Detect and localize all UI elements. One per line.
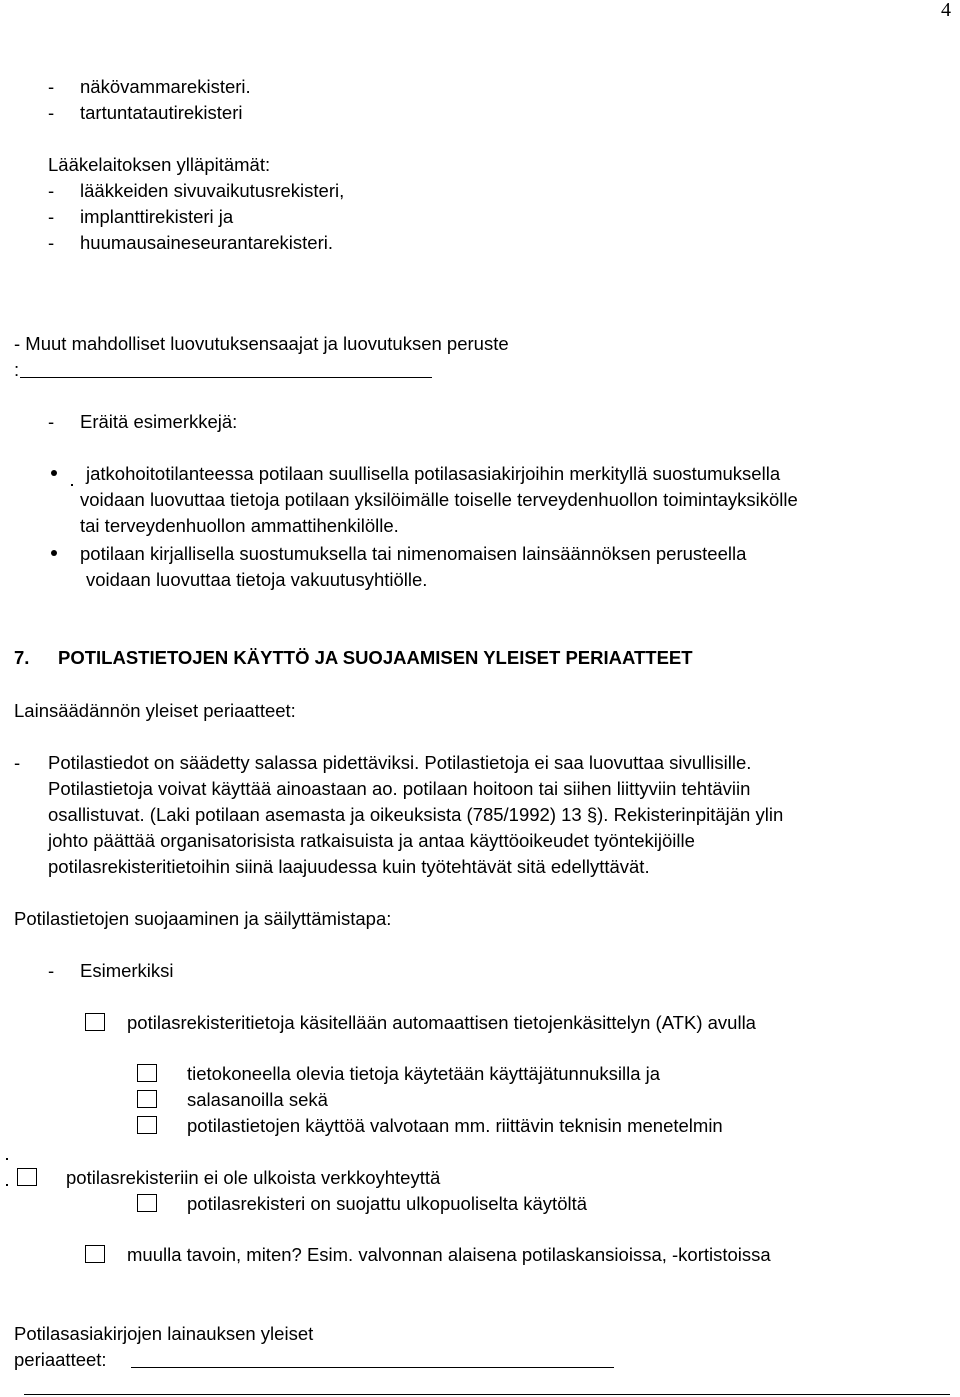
list-item: tartuntatautirekisteri xyxy=(80,102,243,123)
list-dash: - xyxy=(48,102,55,123)
list-dash: - xyxy=(48,76,55,97)
checkbox-other[interactable] xyxy=(85,1245,105,1263)
stray-dot xyxy=(6,1184,8,1186)
list-dash: - xyxy=(48,411,55,432)
principles-line: potilasrekisteritietoihin siinä laajuudessa kuin työtehtävät sitä edellyttävät. xyxy=(48,856,650,877)
checkbox-label-monitoring: potilastietojen käyttöä valvotaan mm. riittävin teknisin menetelmin xyxy=(187,1115,723,1136)
section-number: 7. xyxy=(14,647,30,668)
list-item: näkövammarekisteri. xyxy=(80,76,251,97)
fill-in-line xyxy=(131,1367,614,1368)
bullet-text-line: tai terveydenhuollon ammattihenkilölle. xyxy=(80,515,399,536)
checkbox-monitoring[interactable] xyxy=(137,1116,157,1134)
page-number: 4 xyxy=(941,0,951,21)
checkbox-label-other: muulla tavoin, miten? Esim. valvonnan alaisena potilaskansioissa, -kortistoissa xyxy=(127,1244,771,1265)
recipients-colon: : xyxy=(14,359,20,380)
examples-label: Esimerkiksi xyxy=(80,960,174,981)
pharma-heading: Lääkelaitoksen ylläpitämät: xyxy=(48,154,271,175)
principles-line: johto päättää organisatorisista ratkaisuista ja antaa käyttöoikeudet työntekijöille xyxy=(48,830,695,851)
checkbox-credentials[interactable] xyxy=(137,1064,157,1082)
principles-heading: Lainsäädännön yleiset periaatteet: xyxy=(14,700,296,721)
list-item: lääkkeiden sivuvaikutusrekisteri, xyxy=(80,180,345,201)
fill-in-line xyxy=(20,377,432,378)
loan-heading-2: periaatteet: xyxy=(14,1349,107,1370)
list-dash: - xyxy=(48,180,55,201)
checkbox-label-atk: potilasrekisteritietoja käsitellään automaattisen tietojenkäsittelyn (ATK) avulla xyxy=(127,1012,756,1033)
fill-in-line xyxy=(24,1394,950,1395)
principles-line: Potilastiedot on säädetty salassa pidettäviksi. Potilastietoja ei saa luovuttaa sivullisille. xyxy=(48,752,752,773)
checkbox-no-external[interactable] xyxy=(17,1168,37,1186)
bullet-icon xyxy=(51,470,57,476)
stray-dot xyxy=(6,1158,8,1160)
protection-heading: Potilastietojen suojaaminen ja säilyttämistapa: xyxy=(14,908,392,929)
bullet-text-line: voidaan luovuttaa tietoja vakuutusyhtiölle. xyxy=(86,569,428,590)
recipients-label: - Muut mahdolliset luovutuksensaajat ja luovutuksen peruste xyxy=(14,333,509,354)
stray-dot xyxy=(71,484,73,486)
list-dash: - xyxy=(48,206,55,227)
checkbox-label-protected: potilasrekisteri on suojattu ulkopuoliselta käytöltä xyxy=(187,1193,588,1214)
checkbox-label-no-external: potilasrekisteriin ei ole ulkoista verkkoyhteyttä xyxy=(66,1167,441,1188)
checkbox-protected[interactable] xyxy=(137,1194,157,1212)
list-dash: - xyxy=(48,232,55,253)
list-dash: - xyxy=(48,960,55,981)
bullet-text-line: potilaan kirjallisella suostumuksella tai nimenomaisen lainsäännöksen perusteella xyxy=(80,543,747,564)
principles-line: Potilastietoja voivat käyttää ainoastaan ao. potilaan hoitoon tai siihen liittyviin tehtäviin xyxy=(48,778,751,799)
list-dash: - xyxy=(14,752,21,773)
list-item: huumausaineseurantarekisteri. xyxy=(80,232,333,253)
examples-label: Eräitä esimerkkejä: xyxy=(80,411,238,432)
bullet-text-line: voidaan luovuttaa tietoja potilaan yksilöimälle toiselle terveydenhuollon toimintayksikölle xyxy=(80,489,798,510)
section-title: POTILASTIETOJEN KÄYTTÖ JA SUOJAAMISEN YLEISET PERIAATTEET xyxy=(58,647,693,668)
bullet-icon xyxy=(51,550,57,556)
checkbox-atk[interactable] xyxy=(85,1013,105,1031)
checkbox-label-passwords: salasanoilla sekä xyxy=(187,1089,328,1110)
loan-heading: Potilasasiakirjojen lainauksen yleiset xyxy=(14,1323,314,1344)
checkbox-label-credentials: tietokoneella olevia tietoja käytetään käyttäjätunnuksilla ja xyxy=(187,1063,661,1084)
checkbox-passwords[interactable] xyxy=(137,1090,157,1108)
list-item: implanttirekisteri ja xyxy=(80,206,234,227)
principles-line: osallistuvat. (Laki potilaan asemasta ja oikeuksista (785/1992) 13 §). Rekisterinpitäjän ylin xyxy=(48,804,784,825)
bullet-text-line: jatkohoitotilanteessa potilaan suullisella potilasasiakirjoihin merkityllä suostumuksella xyxy=(86,463,781,484)
